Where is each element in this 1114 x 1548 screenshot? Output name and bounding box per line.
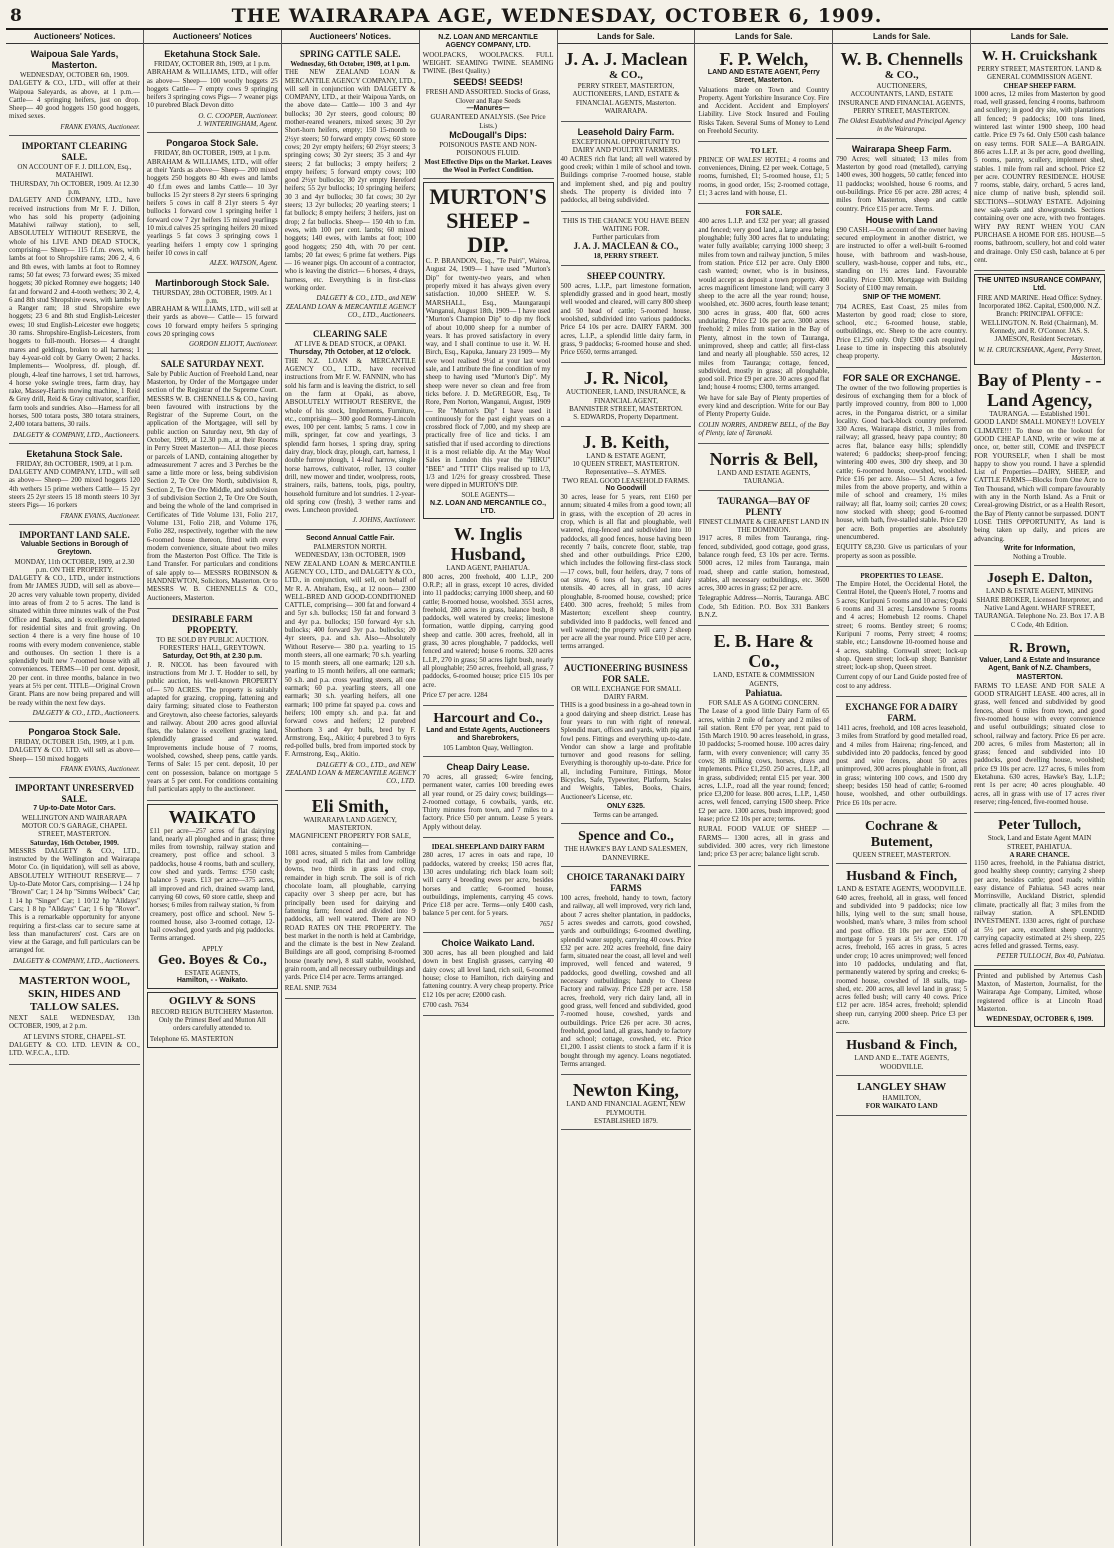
advert-date: THURSDAY, 28th OCTOBER, 1909. At 1 p.m. xyxy=(152,288,273,305)
advert-title: J. B. Keith, xyxy=(582,431,670,452)
advert-seeds-detail: FRESH AND ASSORTED. Stocks of Grass, Clover and Rape Seeds xyxy=(425,88,551,105)
advert-established: The Oldest Established and Principal Agency in the Wairarapa. xyxy=(837,117,966,134)
advert-title: DESIRABLE FARM PROPERTY. xyxy=(172,613,253,635)
advert-signature: DALGETY & CO., LTD., and NEW ZEALAND LOAN & MERCANTILE AGENCY CO., LTD. xyxy=(285,760,416,786)
imprint-text: Printed and published by Artemus Cash Maxton, of Masterton, Journalist, for the Wairarapa Age Company, Limited, whose registered office is at Lincoln Road Masterton. xyxy=(977,971,1102,1013)
advert-signature: DALGETY & COMPANY, LTD., Auctioneers. xyxy=(12,956,140,965)
column-header: Auctioneers' Notices. xyxy=(6,32,143,44)
advert xyxy=(698,47,829,142)
advert-body: MESSRS DALGETY & CO., LTD., instructed by the Wellington and Wairarapa Motor Co. (in liquidation), will sell as above, ABSOLUTELY WITHOUT RESERVE— 7 Up-to-Date Motor Cars, comprising— 1 24 hp "Brown" Car; 1 24 hp "Simms Welbeck" Car; 1 14 hp "Singer" Car; 1 10/12 hp "Alldays" Cars; 1 8 hp "Alldays" Car; 1 6 hp "Rover". This is a remarkable opportunity for anyone requiring a first-class car to secure same at less than manufacturers' cost. Cars are on view at the Garage, and full particulars can be arranged for. xyxy=(9,846,140,955)
advert xyxy=(974,816,1105,965)
advert-body: 1000 acres, 12 miles from Masterton by good road, well grassed, fencing 4 rooms, bathroom and scullery; in good dry site, with plantations all fenced; 9 paddocks; 100 tons lined, wintered last winter 1900 sheep, 100 head cattle. Price £9 7s 6d. Only £500 cash balance on easy terms. FOR SALE—A BARGAIN. 866 acres L.I.P. at 3s per acre, good dwelling, 5 rooms, pantry, scullery, implement shed, stables. 1 mile from rail and school. Price £2 per acre. COUNTRY RESIDENCE. HOUSE 7 rooms, stable, dairy, orchard, 5 acres land, nice clump of native bush, splendid soil. SECTIONS—SOLWAY ESTATE. Adjoining new sale-yards and showgrounds. Sections containing over one acre, with two frontages. WHY PAY RENT WHEN YOU CAN PURCHASE A HOME FOR £85. HOUSE—5 rooms, bathroom, scullery, hot and cold water and drainage. Only £50 cash, balance at 6 per cent. xyxy=(974,89,1105,264)
advert-title: Choice Waikato Land. xyxy=(441,938,535,949)
advert xyxy=(698,145,829,204)
advert-footer: We have for sale Bay of Plenty properties of every kind and description. Write for our Bay of Plenty Property Guide. xyxy=(698,393,830,419)
advert-title: THIS IS THE CHANCE YOU HAVE BEEN WAITING FOR. xyxy=(562,216,690,233)
advert-body: 100 acres, freehold, handy to town, factory and railway, all well improved, very rich land, about 7 acres shelter plantation, in paddocks, 5 acres swedes and carrots, good cowshed, yards and outbuildings; 6-roomed dwelling, splendid water supply, carrying 40 cows. Price £32 per acre. 202 acres freehold, fine dairy farm, situated near the coast, all level and well improved, well fenced and watered, 9 paddocks, good dwelling, cowshed and all necessary outbuildings; handy to Cheese Factory and railway. Price £28 per acre. 158 acres, freehold, very rich dairy land, all in good grass, well fenced and subdivided, good 7-roomed house, cowshed, yards and outbuildings. Price £26 per acre. 30 acres, freehold, good land, all grass, handy to factory and school; cottage, cowshed, etc. Price £1,200. I assist clients to stock a farm if it is bought through my agency. Loans negotiated. Terms arranged. xyxy=(560,894,692,1069)
advert-title: Husband & Finch, xyxy=(846,869,958,885)
advert-subtitle: AUCTIONEERS, xyxy=(876,82,927,90)
advert-agent: J. WINTERINGHAM, Agent. xyxy=(197,120,278,129)
advert-lead-2: SNIP OF THE MOMENT. xyxy=(862,294,941,302)
advert-manures: —Manures— xyxy=(466,105,510,113)
advert-subtitle: 7 Up-to-Date Motor Cars. xyxy=(33,805,116,813)
advert xyxy=(561,215,692,266)
advert-footer: ESTABLISHED 1879. xyxy=(593,1116,658,1125)
advert xyxy=(836,47,967,139)
advert-body: PRINCE OF WALES' HOTEL; 4 rooms and conveniences, Dining, £2 per week. Cottage, 5 rooms, furnished, £1; 5-roomed house, £1; 5 rooms, in good order, 15s; 2-roomed cottage, £1; 3 acres land with house, £1. xyxy=(698,155,830,197)
advert-lead: CHEAP SHEEP FARM. xyxy=(1003,81,1076,90)
advert-title: W. H. Cruickshank xyxy=(981,49,1098,64)
advert-title: IMPORTANT UNRESERVED SALE. xyxy=(15,783,134,805)
advert xyxy=(698,207,829,444)
column-6 xyxy=(695,30,833,1546)
advert-footer: REAL SNIP. 7634 xyxy=(284,983,337,992)
advert-date: FRIDAY, OCTOBER 15th, 1909, at 1 p.m. xyxy=(14,738,135,747)
advert-title: Cheap Dairy Lease. xyxy=(446,762,530,772)
advert-body: THE NEW ZEALAND LOAN & MERCANTILE AGENCY COMPANY, LTD., will sell in conjunction with DALGETY & COMPANY, LTD., at their Waipoua Yards, on the above date— Cattle— 100 3 and 4yr bullocks; 30 2yr steers, good colours; 80 mother-reared weaners, mixed sexes; 30 2yr Short-horn heifers, empty; 150 15-month to 2½yr steers; 50 forward empty cows; 60 store cows; 20 2yr empty heifers; 60 2½yr steers; 3 springing cows; 30 2yr steers; 35 3 and 4yr steers; 2 fat bullocks; 3 empty heifers; 2 empty heifers; 5 forward empty cows; 100 good 2½yr bullocks; 30 2yr empty Hereford heifers; 55 2yr bullocks; 10 springing heifers; 30 3 and 4yr bullocks; 30 fat cows; 30 2yr steers; 13 2yr bullocks; 20 yearling steers; 1 fat bullock; 8 empty heifers; 3 heifers, just on drop; 2 fat bullocks. Sheep— 150 4th to f.m. ewes, with 100 per cent. lambs; 60 mixed hoggets; 140 ewes, with lambs at foot; 100 good hoggets; 250 4th, with 70 per cent. lambs; 20 fat ewes; 6 prime fat wethers. Pigs— 16 weaner pigs. On account of a contractor, who is leaving the district— 6 horses, 4 drays, harness, etc. Everything is in first-class working order. xyxy=(284,68,416,293)
column-8 xyxy=(971,30,1108,1546)
advert-body: C. P. BRANDON, Esq., "Te Puiri", Wairoa, August 24, 1909— I have used "Murton's Dip" for twenty-two years, and when properly mixed it has always given every satisfaction. 10,000 SHEEP. W. S. MARSHALL, Esq., Maungaraupi Wanganui, August 18th, 1909— I have used "Murton's Champion Dip" to dip my flock of about 10,000 sheep for a number of years. It has proved satisfactory in every way, and I shall continue to use it. W. H. Birch, Esq., Kapuka, January 23 1909— My ewe wool realised 9½d at your last wool sale, and I attribute the fine condition of my sheep to having used "Murton's Dip". My sheep were never so clean and free from ticks before. J. D. McGREGOR, Esq., Te Rore, Pem Norton, Wanganui, August, 1909— Re "Murton's Dip" I have used it continuously for the past eight years on a crossbred flock of 7,000, and my sheep are practically free of lice and ticks. I am satisfied that if used according to directions it is a most reliable dip. At the May Wool Sales in London this year the "HIKU" "BEE" and "TITI" Clips realised up to 1/3, 1/3 and 1/2½ for greasy crossbred. These were dipped in MURTON'S DIP. xyxy=(425,257,551,490)
advert xyxy=(836,1079,967,1116)
advert xyxy=(423,841,554,933)
advert-title: IMPORTANT CLEARING SALE. xyxy=(21,141,128,163)
advert-subtitle: LAND AND FINANCIAL AGENT, NEW PLYMOUTH. xyxy=(566,1100,686,1117)
advert-footer: 7651 xyxy=(539,919,554,928)
advert-body: WOOLPACKS, WOOLPACKS. FULL WEIGHT. SEAMING TWINE. SEAMING TWINE. (Best Quality.) xyxy=(422,50,554,76)
advert xyxy=(9,447,140,525)
advert-title: PROPERTIES TO LEASE. xyxy=(860,571,943,580)
advert-title: SPRING CATTLE SALE. xyxy=(299,49,401,59)
advert xyxy=(147,804,278,989)
advert-title: Wairarapa Sheep Farm. xyxy=(851,143,952,154)
advert xyxy=(147,47,278,133)
advert-lead: TWO REAL GOOD LEASEHOLD FARMS. xyxy=(562,476,690,485)
advert-title: THE UNITED INSURANCE COMPANY, Ltd. xyxy=(977,277,1102,293)
column-3 xyxy=(282,30,420,1546)
advert-date: MONDAY, 11th OCTOBER, 1909, at 2.30 p.m. ON THE PROPERTY. xyxy=(14,557,135,574)
advert-body: £11 per acre—257 acres of flat dairying land, nearly all ploughed and in grass; three miles from township, railway station and creamery, post office and school. 3 paddocks, house 4 rooms, bath and scullery, cow shed and yards. Terms: £750 cash; balance 5 years. £13 per acre—375 acres, all improved and rich, drained swamp land, carrying 60 cows, 60 store cattle, sheep and horses; 6 miles from railway station, ¾ from creamery, post office and school. New 5-roomed house, also 3-roomed cottage, 12-bail cowshed, good yards and pig paddocks. Terms arranged. xyxy=(149,826,275,943)
advert-price: ONLY £325. xyxy=(606,802,645,810)
column-header: Lands for Sale. xyxy=(833,32,970,44)
advert-subtitle: TAURANGA. — Established 1901. xyxy=(989,410,1090,419)
advert-date: Wednesday, 6th October, 1909, at 1 p.m. xyxy=(290,60,411,68)
advert-firm: Geo. Boyes & Co., xyxy=(157,953,267,969)
columns xyxy=(6,30,1108,1546)
advert-date: FRIDAY, OCTOBER 8th, 1909, at 1 p.m. xyxy=(153,60,271,68)
advert-footer: £700 cash. 7634 xyxy=(422,1000,469,1009)
imprint xyxy=(974,969,1105,1027)
advert-body: The owner of the two following properties is desirous of exchanging them for a block of partly improved country, from 800 to 1,000 acres, in the Pongaroa district, or a similar locality. Good back-block country preferred. 330 Acres, Wairarapa district, 3 miles from railway; all grassed, heavy papa country; 80 acres flat, balance easy hills; splendidly watered; 6 paddocks; sheep-proof fencing; wintering 400 ewes, 300 dry sheep, and 30 cattle; 6-roomed house, cowshed, woolshed. Price £16 per acre. Also— 51 Acres, a few miles from the above property, and within a mile of school and creamery, 1½ miles railway; all flat, loamy soil; carries 20 cows; now stocked with sheep; good 6-roomed house, with bath, five-stalled stable. Price £20 per acre. Both properties are absolutely unencumbered. xyxy=(836,383,968,541)
advert-signature: FRANK EVANS, Auctioneer. xyxy=(60,765,140,774)
advert xyxy=(147,136,278,272)
advert-title: Newton King, xyxy=(572,1080,679,1101)
advert xyxy=(836,1036,967,1076)
advert-body: ACCOUNTANTS, LAND, ESTATE INSURANCE AND FINANCIAL AGENTS, PERRY STREET, MASTERTON. xyxy=(838,90,965,115)
advert-apply: APPLY xyxy=(201,944,224,953)
advert-subtitle: EXCEPTIONAL OPPORTUNITY TO DAIRY AND POULTRY FARMERS. xyxy=(571,138,681,155)
advert-body: THE N.Z. LOAN & MERCANTILE AGENCY CO., LTD., have received instructions from Mr F. W. FANNIN, who has sold his farm and is leaving the district, to sell on the farm at Opaki, as above, ABSOLUTELY WITHOUT RESERVE, the whole of his stock, Implements, Furniture, etc., comprising— 300 good Romney-Lincoln ewes, 100 per cent. lambs; 5 rams. 1 cow in milk, springer, fat cow and yearlings, 3 splendid farm horses, 1 spring dray, spring dairy dray, block dray, plough, cart, harness, 1 double furrow plough, 1 4-leaf harrow, single horse harrows, cultivator, roller, 13 coulter drill, new mower and tinder, woolpress, roots, strainers, rails, battens, tools, pigs, poultry, household furniture and lot sundries. 1 2-year-old spring cow (fresh), 3 wether rams and ewes. Luncheon provided. xyxy=(284,356,416,515)
advert xyxy=(561,661,692,825)
advert-title: SHEEP COUNTRY. xyxy=(587,270,665,281)
advert-title: Eli Smith, xyxy=(311,795,389,816)
advert-lead-2: No Goodwill xyxy=(605,484,647,492)
advert-title: MURTON'S SHEEP - DIP. xyxy=(429,184,547,258)
advert-title: R. Brown, xyxy=(1009,640,1070,656)
advert-title: W. Inglis Husband, xyxy=(450,524,526,565)
advert-title: Eketahuna Stock Sale. xyxy=(26,448,123,459)
advert xyxy=(561,269,692,364)
advert-signature: FRANK EVANS, Auctioneer. xyxy=(60,122,140,131)
advert xyxy=(147,357,278,609)
advert-body: 70 acres, all grassed; 6-wire fencing, permanent water, carries 100 breeding ewes all year round, or 25 dairy cows; buildings—2-roomed cottage, 6 cowbails, yards, etc. Thirty minutes from town, and 7 miles to a factory. Price £50 per annum. Lease 5 years. Apply without delay. xyxy=(422,773,554,831)
advert-footer: Current copy of our Land Guide posted free of cost to any address. xyxy=(836,673,968,690)
advert-address: QUEEN STREET, MASTERTON. xyxy=(852,850,951,859)
advert-title: FOR SALE. xyxy=(745,209,783,218)
column-header: Auctioneers' Notices xyxy=(144,32,281,44)
advert-title: Spence and Co., xyxy=(578,829,674,845)
advert-title: N.Z. LOAN AND MERCANTILE AGENCY COMPANY, LTD. xyxy=(438,34,538,50)
advert xyxy=(698,629,829,865)
advert-subtitle: LAND AND ESTATE AGENT, Perry Street, Masterton. xyxy=(707,69,820,85)
advert xyxy=(423,709,554,757)
advert-footer: Nothing a Trouble. xyxy=(1013,553,1067,562)
advert-title: Pongaroa Stock Sale. xyxy=(166,138,259,149)
advert xyxy=(836,371,967,567)
advert-footer: Telegraphic Address—Norris, Tauranga. ABC Code, 5th Edition. P.O. Box 331 Bankers B.N.Z. xyxy=(698,594,830,620)
advert-body: NEXT SALE WEDNESDAY, 13th OCTOBER, 1909, at 2 p.m. xyxy=(9,1014,140,1031)
advert-subtitle: THE HAWKE'S BAY LAND SALESMEN, DANNEVIRKE. xyxy=(564,845,688,862)
advert-footer: EQUITY £8,230. Give us particulars of your property as soon as possible. xyxy=(836,543,968,560)
advert-body: 400 acres L.I.P. and £32 per year; all grassed and fenced; very good land, a large area being ploughable; fully 300 acres flat to undulating; water fully available; carrying 1000 sheep; 3 miles from town and railway junction, 5 miles from station. Price £12 per acre. Only £800 cash wanted; owner, who is in business, would accept as deposit a town property. 400 acres magnificent limestone land; will carry 3 sheep to the acre all the year round; house, woolshed, etc. 3600 acres, fourth lease tenant; 300 acres in grass, 400 flat, 600 acres undulating. Price £2 10s per acre. 3000 acres freehold; 2 miles from station in the Bay of Plenty, almost in the town of Tauranga, unimproved, sheep and cattle; all first-class land and nearly all ploughable. 550 acres, 12 miles from Tauranga; cottage, fenced, subdivided, mostly in grass; all ploughable, good soil. Price £9 per acre. 30 acres good flat land; house 4 rooms; £300, terms arranged. xyxy=(698,217,830,392)
advert-date: Thursday, 7th October, at 12 o'clock. xyxy=(289,348,411,356)
column-4 xyxy=(420,30,558,1546)
advert-subtitle: WAIRARAPA LAND AGENCY, MASTERTON. xyxy=(303,815,397,832)
advert-date: Saturday, Oct 9th, at 2.30 p.m. xyxy=(162,652,263,660)
advert xyxy=(285,47,416,324)
advert-body: FARMS TO LEASE AND FOR SALE A GOOD STRAIGHT LEASE. 400 acres, all in grass, well fenced and subdivided by good fences, about 6 miles from town, and good five-roomed house with every convenience and useful outbuildings; situated close to school, railway and factory. Price £6 per acre. 200 acres, 6 miles from Masterton; all in grass; fenced and subdivided into 10 paddocks, good dwelling house, woolshed; price £9 10s per acre. 127 acres, 6 miles from Eketahuna. 630 acres, Hawke's Bay, L.I.P.; rent 1s per acre; 40 acres ploughable. 40 acres, all in grass with use of 17 acres river reserve; ring-fenced, five-roomed house. xyxy=(974,681,1105,806)
masthead xyxy=(6,4,1108,30)
advert-subtitle: Valuer, Land & Estate and Insurance Agent, Bank of N.Z. Chambers, MASTERTON. xyxy=(979,656,1100,681)
advert-terms: Terms can be arranged. xyxy=(593,811,659,820)
advert-address: 10 QUEEN STREET, MASTERTON. xyxy=(572,459,680,468)
newspaper-title: THE WAIRARAPA AGE, WEDNESDAY, OCTOBER 6, 1909. xyxy=(231,5,883,27)
advert-date: WEDNESDAY, 13th OCTOBER, 1909 xyxy=(294,551,406,560)
advert xyxy=(285,327,416,530)
advert-title: TO LET. xyxy=(750,147,778,156)
advert xyxy=(836,142,967,368)
advert-town: Pahiatua. xyxy=(745,687,783,698)
advert-subtitle: LAND & ESTATE AGENT, xyxy=(586,451,666,460)
advert-signature: DALGETY & CO., LTD., and NEW ZEALAND LOAN & MERCANTILE AGENCY CO., LTD., Auctioneers. xyxy=(285,294,416,319)
advert-title-2: & CO., xyxy=(884,69,919,81)
advert xyxy=(698,447,829,491)
advert-title: TAURANGA—BAY OF PLENTY xyxy=(717,495,811,517)
advert-title: WAIKATO xyxy=(168,806,256,827)
advert-lead: House with Land xyxy=(865,214,938,225)
advert-body: 40 ACRES rich flat land; all well watered by good creek; within 1 mile of school and town. Buildings comprise 7-roomed house, stable and implement shed, and pig and poultry sheds. The property is divided into 7 paddocks, all being subdivided. xyxy=(560,154,692,205)
advert xyxy=(561,827,692,867)
advert xyxy=(561,1078,692,1130)
advert-firm-subtitle: ESTATE AGENTS, xyxy=(184,969,241,978)
advert xyxy=(561,430,692,658)
advert-title: Second Annual Cattle Fair. xyxy=(305,534,395,542)
advert-title: Bay of Plenty - - Land Agency, xyxy=(977,370,1102,411)
advert xyxy=(836,817,967,864)
advert xyxy=(836,700,967,814)
advert-subtitle: TO BE SOLD BY PUBLIC AUCTION. FORESTERS' HALL, GREYTOWN. xyxy=(156,635,269,653)
advert-body: NEW ZEALAND LOAN & MERCANTILE AGENCY CO., LTD., and DALGETY & CO., LTD., in conjunction, will sell, on behalf of Mr R. A. Abraham, Esq., at 12 noon— 2300 WELL-BRED AND GOOD-CONDITIONED CATTLE, comprising— 300 fat and forward 4 and 5yr s.h. bullocks; 150 fat and forward 3 and 4yr p.a. bullocks; 150 forward 4yr s.h. bullocks; 400 forward 3yr p.a. bullocks; 20 4yr steers, p.a. and s.h. Also—Absolutely Without Reserve— 380 p.a. yearling to 15 month steers, all one earmark; 70 s.h. yearling to 15 month steers, all one earmark; 120 s.h. yearling to 15 month heifers, all one earmark; 50 s.h. and p.a. cross yearling steers, all one earmark; 60 p.a. yearling steers, all one earmark; 30 s.h. yearling heifers, all one earmark; 100 prime fat spayed p.a. cows and heifers; 100 empty s.h. and p.a. fat and forward cows and heifers; 12 purebred Shorthorn 3 and 4yr bulls, bred by F. Armstrong, Esq., Akitio; 4 purebred 3 to 6yrs red-polled bulls, bred from imported stock by F. Armstrong, Esq., Akitio. xyxy=(284,559,416,759)
advert-manures-detail: GUARANTEED ANALYSIS. (See Price Lists.) xyxy=(430,113,546,130)
column-header: Lands for Sale. xyxy=(971,32,1108,44)
advert-dips-detail: POISONOUS PASTE AND NON-POISONOUS FLUID. xyxy=(439,140,537,158)
advert xyxy=(974,274,1105,365)
advert-body: PERRY STREET, MASTERTON, AUCTIONEERS, LAND, ESTATE & FINANCIAL AGENTS, Masterton. WAIRARAPA. xyxy=(572,82,680,115)
advert-agents-label: SOLE AGENTS— xyxy=(461,491,515,500)
advert xyxy=(561,47,692,122)
advert-agents: COLIN NORRIS, ANDREW BELL, of the Bay of Plenty, late of Taranaki. xyxy=(698,420,830,437)
advert-title: Waipoua Sale Yards, Masterton. xyxy=(30,49,119,70)
advert-firm: J. A. J. MACLEAN & CO., xyxy=(573,241,679,252)
advert-date: WEDNESDAY, OCTOBER 6th, 1909. xyxy=(20,71,129,79)
advert-body: 790 Acres; well situated; 13 miles from Masterton by good road (metalled), carrying 1400 ewes, 300 hoggets, 50 cattle; fenced into 11 paddocks; woolshed, house 6 rooms, and out-buildings. Price £6 per acre. 280 acres; 4 miles from Masterton, sheep and cattle country. Price £15 per acre. Terms. xyxy=(836,154,968,213)
advert-title: J. R. Nicol, xyxy=(583,368,669,389)
advert-body: ABRAHAM & WILLIAMS, LTD., will offer as above— Sheep— 100 woolly hoggets 25 hoggets Cattle— 7 empty cows 9 springing heifers 3 springing cows Pigs— 7 weaner pigs 10 purebred Black Devon ditto xyxy=(146,68,278,110)
advert xyxy=(9,973,140,1064)
advert xyxy=(147,276,278,354)
advert xyxy=(561,125,692,211)
column-2 xyxy=(144,30,282,1546)
advert xyxy=(9,139,140,444)
advert-body: ABRAHAM & WILLIAMS, LTD., will offer at their Yards as above— Sheep— 200 mixed hoggets 250 hoggets 80 4th ewes and lambs 40 f.f.m ewes and lambs Cattle— 10 3yr bullocks 15 2yr steers 8 2yr steers 6 springing heifers 5 cows in calf 8 21yr steers 5 4yr bullocks 1 forward cow 1 springing heifer 1 forward cow 7 2yr heifers 15 mixed yearlings 10 mix.d calves 25 springing heifers 20 mixed yearlings 5 fat cows 3 springing cows 1 yearling heifers 1 empty cow 1 springing heifer 10 cows in calf xyxy=(146,157,278,257)
page-number: 8 xyxy=(10,6,22,26)
column-header: Lands for Sale. xyxy=(695,32,832,44)
advert-title: LANGLEY SHAW xyxy=(857,1080,947,1093)
advert-body: Sale by Public Auction of Freehold Land, near Masterton, by Order of the Mortgagee under section of the Registrar of the Supreme Court. MESSRS W. B. CHENNELLS & CO., having been favoured with instructions by the Registrar of the Supreme Court, on the application of the Mortgagee, will sell by public auction on Saturday next, 9th day of October, 1909, at 12.30 p.m., at their Rooms in Perry Street Masterton— ALL those pieces or parcels of LAND, containing altogether by admeasurement 7 acres and 3 Perches be the same a little more or less, being subdivision Section 2, Te Ore Ore North, subdivision 8, Section 2, Te Ore Ore Middle, and subdivision 3 of subdivision Section 2, Te Ore Ore South, and being the whole of the land comprised in Certificates of Title Volume 131, Folio 217, Volume 131, Folio 218, and Volume 176, Folio 282, respectively, together with the new 6-roomed house thereon, fitted with every modern convenience, situate about two miles from the Masterton Post Office. The Title is Land Transfer. For particulars and conditions of sale apply to— MESSRS ROBINSON & HANDNEWTON, Solicitors, Masterton. Or to MESSRS W. B. CHENNELLS & CO., Auctioneers, Masterton. xyxy=(146,369,278,602)
advert-subtitle: AT LIVE & DEAD STOCK, at OPAKI. xyxy=(294,340,407,349)
column-header: Lands for Sale. xyxy=(558,32,695,44)
advert xyxy=(836,570,967,697)
advert-title: AUCTIONEERING BUSINESS FOR SALE. xyxy=(564,662,688,684)
advert-title: Eketahuna Stock Sale. xyxy=(164,49,261,59)
advert-title: Husband & Finch, xyxy=(846,1038,958,1054)
advert-dips-note: Most Effective Dips on the Market. Leaves the Wool in Perfect Condition. xyxy=(424,157,552,174)
advert-subtitle: LAND AND ESTATE AGENTS, TAURANGA. xyxy=(717,469,811,486)
advert xyxy=(9,528,140,722)
advert-footer: FOR WAIKATO LAND xyxy=(865,1102,938,1111)
advert-firm: Norris & Bell, xyxy=(709,449,819,470)
advert-address: BANNISTER STREET, MASTERTON. xyxy=(569,405,683,414)
advert xyxy=(974,639,1105,813)
advert-lead: A RARE CHANCE. xyxy=(1009,850,1070,859)
advert-title: MASTERTON WOOL, SKIN, HIDES AND TALLOW SALES. xyxy=(18,975,130,1014)
advert-agent: S. EDWARDS, Property Department. xyxy=(573,413,679,422)
advert-title: J. A. J. Maclean xyxy=(564,49,688,69)
advert-body: 300 acres, has all been ploughed and laid down in best English grasses, carrying 40 dairy cows; all level land, rich soil, 6-roomed house; close to Hamilton, rich dairying and fattening country. A very cheap property. Price £12 10s per acre; £2000 cash. xyxy=(422,949,554,999)
advert-title: OGILVY & SONS xyxy=(169,994,256,1007)
advert-signature: DALGETY & COMPANY, LTD., Auctioneers. xyxy=(12,430,140,439)
advert-signature: FRANK EVANS, Auctioneer. xyxy=(60,511,140,520)
column-7 xyxy=(833,30,971,1546)
advert-body: 640 acres, freehold, all in grass, well fenced and subdivided into 9 paddocks; nice low hills, lying well to the sun; small house, woolshed, man's whare, 3 miles from school and post office. £8 10s per acre, £500 of mortgage for 5 years at 5½ per cent. 170 acres, freehold, 165 acres in grass, 5 acres under crop; 10 acres unimproved; well fenced into 10 paddocks, undulating and flat, permanently watered by spring and creeks; 6-roomed house, cowshed of 18 stalls, trap-shed, etc. 200 acres, all level land in grass; 5 acres felled bush; will carry 40 cows. Price £12 per acre. 1854 acres, freehold; splendid sheep run, carrying 2000 sheep. Price £3 per acre. xyxy=(836,893,968,1027)
advert-title: IMPORTANT LAND SALE. xyxy=(19,529,130,540)
advert-subtitle: OR WILL EXCHANGE FOR SMALL DAIRY FARM. xyxy=(571,684,681,702)
advert-body: 1917 acres, 8 miles from Tauranga, ring-fenced, subdivided, good cottage, good grass, balance rough feed, £3 10s per acre. Terms. 5000 acres, 12 miles from Tauranga, main road, sheep and cattle station, homestead, stables, all necessary outbuildings, etc. 3600 acres, 300 acres in grass; £2 per acre. xyxy=(698,534,830,593)
advert-body: 500 acres, L.I.P., part limestone formation, splendidly grassed and in good heart, mostly well wooded and cleared, will carry 800 sheep and 50 head of cattle; 5-roomed house, woolshed, subdivided into various paddocks. Price £4 10s per acre. DAIRY FARM. 300 acres, L.I.P., a splendid little dairy farm, in grass, 9 paddocks; 6-roomed house and shed. Price £650, terms arranged. xyxy=(560,281,692,357)
advert-body: DALGETY & CO., LTD., will offer at their Waipoua Saleyards, as above, at 1 p.m.— Cattle— 4 springing heifers, just on drop. Sheep— 40 good hoggets 150 good hoggets, mixed sexes. xyxy=(9,79,140,121)
advert-body: 30 acres, lease for 5 years, rent £160 per annum; situated 4 miles from a good town; all in grass, with the exception of 20 acres in crop, which is all flat and ploughable, well watered, ring-fenced and subdivided into 10 paddocks, all good fences, house having been recently 7 bails, concrete floor, stable, trap shed and other outbuildings. Price £200, which includes the following first-class stock—17 cows, bull, four heifers, dray, 7 tons of oat straw, 6 tons of hay, cart and dairy utensils. 40 acres, all in grass, 10 acres ploughable, 8-roomed house, cowshed; price £400. 300 acres, freehold; 5 miles from Masterton; excellent sheep country, subdivided into 8 paddocks, well fenced and well watered; the property will carry 2 sheep per acre all the year round. Price £10 per acre, terms arranged. xyxy=(560,493,692,651)
advert-subtitle: FINEST CLIMATE & CHEAPEST LAND IN THE DOMINION. xyxy=(698,517,829,535)
advert-signature: GORDON ELIOTT, Auctioneer. xyxy=(188,340,278,349)
advert-title: CHOICE TARANAKI DAIRY FARMS xyxy=(566,872,686,894)
advert-body: DALGETY AND COMPANY, LTD., have received instructions from Mr F. J. Dillon, who has sold his property (adjoining Matahiwi railway station), to sell, ABSOLUTELY WITHOUT RESERVE, the whole of his LIVE AND DEAD STOCK, comprising— Sheep— 115 f.f.m. ewes, with lambs at foot to Shropshire rams; 206 2, 4, 6 and 8th ewes, with lambs at foot to Romney rams; 50 fat ewes; 73 forward ewes; 35 mixed hoggets; 30 picked Romney ewe hoggets; 140 fat and forward 2 and 4-tooth wethers; 30 2, 4, 6 and 8th stud Shropshire ewes, with lambs by a Ranger ram; 18 stud Shropshire ewe hoggets; 23 6 and 8th stud English-Leicester ewes; 10 stud English-Leicester ewe hoggets; 30 rams. Shropshire-English-Leicesters, from hoggets to full-mouth. Horses— 4 draught mares and geldings, broken to all harness; 1 bay 4-year-old colt by Garry Owen; 2 hacks. Implements— Woolpress, df. plough, df. plough, 4-leaf tine harrows, 1 set trd. harrows, 4 horse yoke swingle trees, farm dray, hay rake, Massey-Harris mowing machine, 1 Reid & Grey drill, Reid & Gray cultivator, scarifier, farm tools and sundries. Also—Harness for all horses, 500 totara posts, 380 totara strainers, 2,400 totara battens, 30 rails. xyxy=(9,196,140,429)
advert xyxy=(285,533,416,791)
advert-date: THURSDAY, 7th OCTOBER, 1909. At 12.30 p.m. xyxy=(10,179,139,196)
advert xyxy=(147,992,278,1048)
column-header: Auctioneers' Notices. xyxy=(282,32,419,44)
advert-lead: Write for Information, xyxy=(1004,544,1076,552)
advert-subtitle: LAND & ESTATE AGENTS, WOODVILLE. xyxy=(837,885,967,894)
advert-representative: Representative—S. AYMES. xyxy=(585,468,667,477)
advert xyxy=(836,867,967,1033)
advert-subtitle: Stock, Land and Estate Agent MAIN STREET, PAHIATUA. xyxy=(987,834,1092,851)
advert xyxy=(423,182,554,519)
advert-title: F. P. Welch, xyxy=(719,49,809,69)
advert-agents: N.Z. LOAN AND MERCANTILE CO., LTD. xyxy=(430,499,547,516)
advert xyxy=(698,494,829,627)
advert-title: EXCHANGE FOR A DAIRY FARM. xyxy=(845,702,958,723)
advert-subtitle: Further particulars from xyxy=(592,233,660,242)
advert-place: WELLINGTON AND WAIRARAPA MOTOR CO.'S GARAGE, CHAPEL STREET, MASTERTON. xyxy=(21,813,128,839)
advert xyxy=(423,522,554,706)
advert xyxy=(974,368,1105,566)
advert-title: W. B. Chennells xyxy=(840,49,963,69)
advert-body: DALGETY AND COMPANY, LTD., will sell as above— Sheep— 200 mixed hoggets 120 4th wethers 15 prime wethers Cattle— 15 2yr steers 25 2yr steers 15 18 month steers 10 3yr steers Pigs— 16 porkers xyxy=(9,468,140,510)
advert xyxy=(423,760,554,838)
advert-footer: Price £7 per acre. 1284 xyxy=(422,690,488,699)
advert-footer: RURAL FOOD VALUE OF SHEEP —FARMS— 1300 acres, all in grass and subdivided. 300 acres, very rich limestone land; price £3 per acre; balance light scrub. xyxy=(698,825,830,859)
advert-town: HAMILTON, xyxy=(882,1093,921,1102)
advert-subtitle: LAND AGENT, PAHIATUA. xyxy=(446,564,530,573)
advert-body: J. R. NICOL has been favoured with instructions from Mr J. T. Hodder to sell, by public auction, his well-known PROPERTY of— 570 ACRES. The property is suitably adapted for grazing, cropping, fattening and dairy farming; situated close to Featherston and Greytown, also cheese factories, saleyards and railway. About 200 acres good alluvial flats, the balance is excellent grazing land, splendidly grassed and watered. Improvements include house of 7 rooms, woolshed, cowshed, sheep pens, cattle yards. Terms of Sale: 15 per cent. deposit, 10 per cent on possession, balance on mortgage 5 years at 5 per cent. For conditions containing full particulars apply to the auctioneer. xyxy=(146,660,278,794)
advert-lead: FOR SALE AS A GOING CONCERN. xyxy=(708,698,820,707)
advert xyxy=(974,569,1105,635)
advert-footer: Telephone 65. MASTERTON xyxy=(149,1034,234,1043)
advert-body-2: £90 CASH.—On account of the owner having secured employment in another district, we are instructed to offer a well-built 6-roomed house, with bathroom and wash-house, scullery, wash-house, copper and tubs, etc., standing on 1½ acres land. Favourable locality. Price £300. Mortgage with Building Society of £100 may remain. xyxy=(836,225,968,292)
advert-body: FIRE AND MARINE. Head Office: Sydney. Incorporated 1862. Capital, £500,000. N.Z. Branch: PRINCIPAL OFFICE: WELLINGTON. N. Reid (Chairman), M. Kennedy, and R. O'Connor. JAS. S. JAMESON, Resident Secretary. xyxy=(977,293,1102,344)
advert-title: Pongaroa Stock Sale. xyxy=(28,727,121,738)
advert-title: IDEAL SHEEPLAND DAIRY FARM xyxy=(431,843,545,852)
advert-address: 18, PERRY STREET. xyxy=(593,252,659,261)
advert xyxy=(147,612,278,801)
advert xyxy=(9,725,140,778)
advert-body: Valuations made on Town and Country Property. Agent Yorkshire Insurance Coy. Fire and Accident. Accident and Employers' Liability. Live Stock Insured and Fouling Risks Taken. Several Sums of Money to Lend on Freehold Security. xyxy=(698,85,830,136)
advert-place: PALMERSTON NORTH. xyxy=(313,543,387,552)
advert-place: AT LEVIN'S STORE, CHAPEL-ST. xyxy=(23,1032,126,1041)
advert-subtitle: LAND AND E...TATE AGENTS, WOODVILLE. xyxy=(854,1054,949,1071)
advert-signature: DALGETY & CO., LTD., Auctioneers. xyxy=(32,708,140,717)
advert-subtitle: PERRY STREET, MASTERTON. LAND & GENERAL COMMISSION AGENT. xyxy=(977,65,1102,82)
advert-title-2: & CO., xyxy=(608,69,643,81)
advert-body: RECORD REIGN BUTCHERY Masterton. Only the Primest Beef and Mutton All orders carefully attended to. xyxy=(151,1007,274,1033)
advert-title: Harcourt and Co., xyxy=(433,711,543,727)
advert xyxy=(423,32,554,179)
advert-body: ABRAHAM & WILLIAMS, LTD., will sell at their yards as above— Cattle— 15 forward cows 10 forward empty heifers 5 springing cows 20 springing cows xyxy=(146,305,278,339)
advert xyxy=(9,781,140,970)
column-1 xyxy=(6,30,144,1546)
advert-title: SALE SATURDAY NEXT. xyxy=(160,358,264,369)
advert-title: Joseph E. Dalton, xyxy=(987,571,1093,587)
advert xyxy=(9,47,140,136)
advert-body: DALGETY & CO., LTD., under instructions from Mr JAMES JUDD, will sell as above— 20 acres very valuable town property, divided into areas of from 2 to 5 acres. The land is situated within three minutes walk of the Post Office and Banks, and is excellently adapted for residential sites and fruit growing. On section 4 there is a very fine house of 10 rooms with every modern convenience, stable and outhouses. On section 1 there is a splendidly built new 7-roomed house with all conveniences. TERMS—10 per cent. deposit, 20 per cent. in three months, balance in two years at 5½ per cent. TITLE—Original Crown Grant. Plans are now being prepared and will be ready within the next few days. xyxy=(9,574,140,707)
advert-town: Hamilton, - - Waikato. xyxy=(176,977,248,985)
advert-signature: J. JOHNS, Auctioneer. xyxy=(352,516,416,525)
advert-date: Saturday, 16th October, 1909. xyxy=(30,838,119,847)
advert-signature: ALEX. WATSON, Agent. xyxy=(209,259,278,268)
advert-date: FRIDAY, 8th OCTOBER, 1909, at 1 p.m. xyxy=(153,149,271,158)
advert-signature: O. C. COOPER, Auctioneer. xyxy=(198,111,278,120)
advert-body: 1150 acres, freehold, in the Pahiatua district, good healthy sheep country; carrying 2 sheep per acre, besides cattle; good roads; within easy distance of Pahiatua. 543 acres near Morrinsville, Auckland District, splendid climate, practically all flat; 3 miles from the railway station. A SPLENDID INVESTMENT. 1330 acres, right of purchase at 5½ per acre, excellent sheep country; carrying capacity estimated at 2½ sheep, 225 acres felled and grassed. Terms, easy. xyxy=(974,859,1105,951)
advert-date: FRIDAY, 8th OCTOBER, 1909, at 1 p.m. xyxy=(16,459,133,468)
advert-title: FOR SALE OR EXCHANGE. xyxy=(842,372,961,383)
advert-signature: DALGETY & CO. LTD. LEVIN & CO., LTD. W.F.C.A., LTD. xyxy=(9,1040,140,1058)
column-5 xyxy=(558,30,696,1546)
advert-subtitle: Land and Estate Agents, Auctioneers and Sharebrokers, xyxy=(426,727,550,743)
advert xyxy=(561,870,692,1075)
advert-title: Martinborough Stock Sale. xyxy=(155,277,270,288)
advert-subtitle: AUCTIONEER, LAND, INSURANCE, & FINANCIAL AGENT, xyxy=(565,388,687,405)
advert xyxy=(423,936,554,1016)
advert-subtitle: LAND & ESTATE AGENT, MINING SHARE BROKER, Licensed Interpreter, and Native Land Agent. WHARF STREET, TAURANGA. Telephone No. 23. Box 17. A B C Code, 4th Edition. xyxy=(974,587,1105,629)
advert-seeds: SEEDS! SEEDS! xyxy=(453,77,523,88)
advert-subtitle: ON ACCOUNT OF F. J. DILLON, Esq., MATAHIWI. xyxy=(17,163,132,180)
advert-title: CLEARING SALE xyxy=(313,329,388,340)
advert-body: The Empire Hotel, the Occidental Hotel, the Central Hotel, the Queen's Hotel, 7 rooms and 5 acres; Kuripuni 5 rooms and 10 acres; Opaki 6 rooms and 31 acres; Lansdowne 5 rooms and 4 acres; Homebush 12 rooms. Chapel street; 6 rooms. Bentley street; 6 rooms; Kuripuni 7 rooms, Perry street; 4 rooms; stable, etc.; Lansdowne 10-roomed house and 4 acres, stabling. Cornwall street; lock-up shop. Queen street; lock-up shop; Bannister street; lock-up shop, Queen street. xyxy=(836,580,968,672)
advert xyxy=(561,366,692,426)
advert-body: GOOD LAND! SMALL MONEY!! LOVELY CLIMATE!!! To those on the lookout for GOOD CHEAP LAND, write or wire me at once, or, better still, COME and INSPECT FOR YOURSELF, when I shall be most happy to show you round. I have a splendid List of Properties—DAIRY, SHEEP, and CATTLE FARMS—Blocks from One Acre to Ten Thousand, which will compare favourably with any in the North Island. As a Fruit or Cereal-growing District, or as a Health Resort, the Bay of Plenty cannot be surpassed. DON'T LOSE THIS OPPORTUNITY, As land is being taken up daily, and prices are advancing. xyxy=(974,418,1105,543)
advert-subtitle: LAND, ESTATE & COMMISSION AGENTS, xyxy=(713,671,815,688)
advert-subtitle: Valuable Sections in Borough of Greytown. xyxy=(20,540,129,557)
advert-title: E. B. Hare & Co., xyxy=(713,631,814,672)
advert-body: THIS is a good business in a go-ahead town in a good dairying and sheep district. Lease has four years to run with right of renewal. Splendid mart, offices and yards, with pig and fowl pens. Fittings and everything up-to-date. Vendor can show a large and profitable turnover and good reasons for selling. Everything is thoroughly up-to-date. Price for all, including Furniture, Fittings, Motor Bicycles, Safe, Typewriter, Platform, Scales and Weights, Tables, Books, Chairs, Auctioneer's License, etc. xyxy=(560,701,692,801)
advert-lead: MAGNIFICENT PROPERTY FOR SALE, containing— xyxy=(289,832,411,849)
advert-address: 105 Lambton Quay, Wellington. xyxy=(443,743,534,752)
advert-body: 1081 acres, situated 5 miles from Cambridge by good road, all rich flat and low rolling downs, two thirds in grass and crop, remainder in high scrub. The soil is of rich chocolate loam, all ploughable, carrying capacity over 3 sheep per acre, but has principally been used for dairying and fattening farm; fenced and divided into 9 paddocks, all well watered. There are NO ROAD RATES ON THE PROPERTY. The best market in the north is held at Cambridge, and the climate is the best in New Zealand. Buildings are all good, comprising 8-roomed house (nearly new), 8 stall stable, woolshed, grain room, and all necessary outbuildings and yards. Price £14 per acre. Terms arranged. xyxy=(284,848,416,982)
advert-signature: PETER TULLOCH, Box 40, Pahiatua. xyxy=(996,952,1105,961)
advert-title: Leasehold Dairy Farm. xyxy=(577,127,675,138)
advert-dips: McDougall's Dips: xyxy=(449,129,527,140)
advert-body-3: 704 ACRES, East Coast, 25 miles from Masterton by good road; close to store, school, etc.; 6-roomed house, stable, outbuildings, etc. Sheep to the acre country. Price £1,250 only. Only £300 cash required. Lease to time in inspecting this absolutely cheap property. xyxy=(836,302,968,361)
advert-body: 1411 acres, freehold, and 108 acres leasehold, 3 miles from Stratford by good metalled road, and 4 miles from Hairena; ring-fenced, and subdivided into 20 paddocks, fenced by good post and wire fences, about 50 acres unimproved, 300 acres ploughable in front, all in grass; wintering 100 cows, and 1500 dry sheep; besides 150 head of cattle; 6-roomed house, woolshed, and other outbuildings. Price £6 10s per acre. xyxy=(836,724,968,807)
advert-firm: Cochrane & Butement, xyxy=(864,818,939,850)
advert-body: 280 acres, 17 acres in oats and rape, 10 paddocks, watered by creeks; 150 acres flat, 130 acres undulating; rich black loam soil; will carry 4 breeding ewes per acre, besides horses and cattle; 6-roomed house, outbuildings, implements, carrying 45 cows. Price £18 per acre. Terms—only £400 cash, balance 5 per cent. for 5 years. xyxy=(422,851,554,918)
advert-body: The Lease of a good little Dairy Farm of 65 acres, within 2 mile of factory and 2 miles of rail station. Rent £70 per year, rent paid to 15th March 1910. 90 acres leasehold, in grass, 10 paddocks; 5-roomed house. 100 acres dairy farm, with every convenience; will carry 35 cows; 38 milking cows, horses, drays and implements. Price £1,250. 250 acres, L.I.P., all in grass, subdivided; rental £15 per year. 300 acres, L.I.P., road all the year round; fenced; price £3,200 for lease. 800 acres, L.I.P., 1,450 acres, well fenced, carrying 1500 sheep. Price £2 per acre. 1300 acres, bush improved; good lease; price £2 10s per acre; terms. xyxy=(698,707,830,824)
advert-signature: W. H. CRUICKSHANK, Agent, Perry Street, Masterton. xyxy=(978,345,1102,362)
advert-body: 800 acres, 200 freehold, 400 L.I.P., 200 O.R.P.; all in grass, except 10 acres, divided into 11 paddocks; carrying 1000 sheep, and 60 cattle; 8-roomed house, woolshed. 3551 acres, freehold, 280 acres in grass, balance bush, 8 paddocks, well watered by creeks; limestone formation, wattle dipping, carrying good sheep and cattle. 300 acres, freehold, all in grass, 30 acres ploughable, 7 paddocks, well fenced and watered; house 6 rooms. 320 acres L.I.P., 270 in grass; 50 acres light bush, nearly all ploughable; 250 acres, freehold, all grass, 7 paddocks, 6-roomed house; price £15 10s per acre. xyxy=(422,572,554,689)
advert-body: DALGETY & CO. LTD. will sell as above— Sheep— 150 mixed hoggets xyxy=(9,746,140,763)
advert xyxy=(285,794,416,999)
imprint-date: WEDNESDAY, OCTOBER 6, 1909. xyxy=(986,1015,1094,1024)
advert xyxy=(974,47,1105,271)
advert-title: Peter Tulloch, xyxy=(998,818,1082,834)
